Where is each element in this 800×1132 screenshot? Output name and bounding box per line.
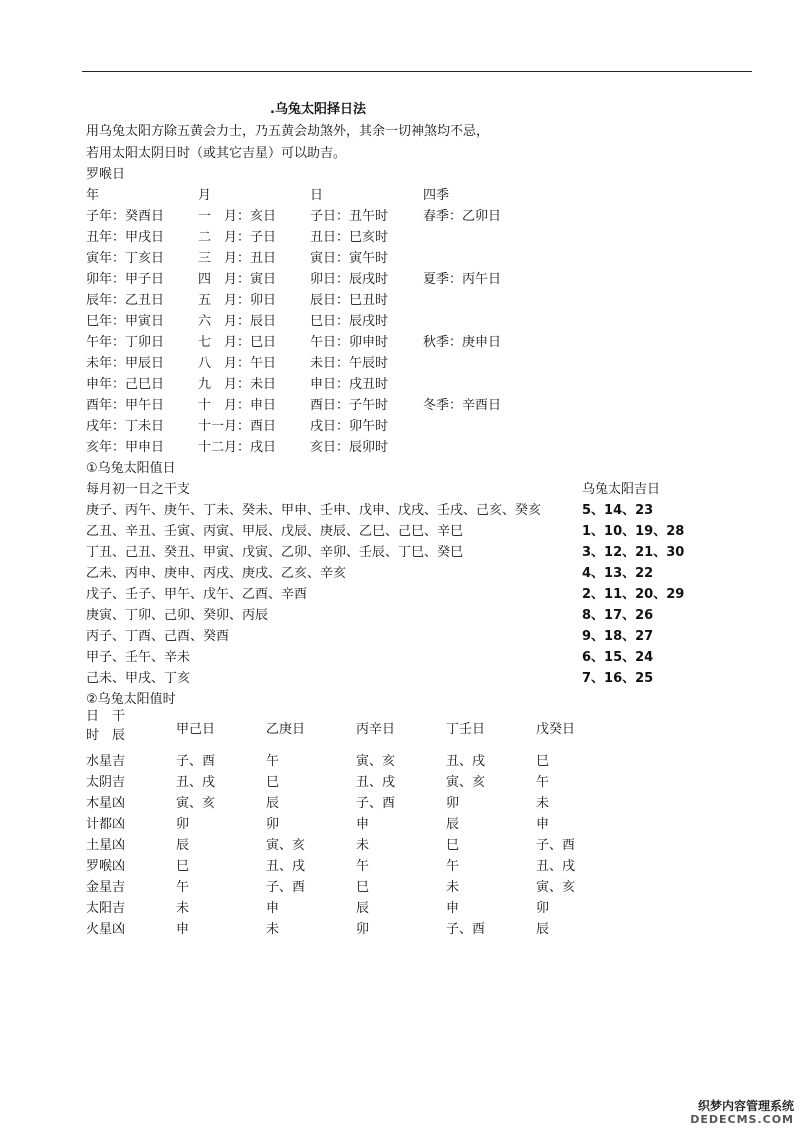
table-cell: 土星凶 <box>86 838 126 853</box>
table-cell: 甲子、壬午、辛未 <box>86 650 191 665</box>
table-cell: 午 <box>446 859 460 874</box>
table-cell: 9、18、27 <box>582 629 654 644</box>
table-cell: 戊子、壬子、甲午、戊午、乙酉、辛酉 <box>86 587 308 602</box>
table-cell: 7、16、25 <box>582 671 654 686</box>
table-cell: 子、酉 <box>266 880 306 895</box>
table-row <box>86 352 746 373</box>
table-cell: 丑、戌 <box>536 859 576 874</box>
table-cell: 庚子、丙午、庚午、丁未、癸未、甲申、壬申、戊申、戊戌、壬戌、己亥、癸亥 <box>86 503 542 518</box>
table-cell: 丑、戌 <box>446 754 486 769</box>
table-cell: 子、酉 <box>536 838 576 853</box>
zhiri-col-right: 乌兔太阳吉日 <box>582 482 661 497</box>
table-cell: 乙未、丙申、庚申、丙戌、庚戌、乙亥、辛亥 <box>86 566 347 581</box>
corner-bottom: 时 辰 <box>86 728 126 743</box>
table-cell: 卯 <box>176 817 190 832</box>
corner-top: 日 干 <box>86 709 126 724</box>
table-cell: 三 月：丑日 <box>198 251 277 266</box>
zhishi-heading: ②乌兔太阳值时 <box>86 692 176 707</box>
table-cell: 酉日：子午时 <box>310 398 389 413</box>
table-row <box>86 520 746 541</box>
table-cell: 未年：甲辰日 <box>86 356 165 371</box>
table-row <box>86 436 746 457</box>
table-cell: 辰年：乙丑日 <box>86 293 165 308</box>
table-cell: 申 <box>536 817 550 832</box>
table-cell: 巳日：辰戌时 <box>310 314 389 329</box>
zhiri-col-left: 每月初一日之干支 <box>86 482 191 497</box>
table-cell: 寅、亥 <box>446 775 486 790</box>
table-row <box>86 499 746 520</box>
table-cell: 亥年：甲申日 <box>86 440 165 455</box>
table-row <box>86 394 746 415</box>
intro-line-2: 若用太阳太阴日时（或其它吉星）可以助吉。 <box>86 146 347 161</box>
table-cell: 申 <box>446 901 460 916</box>
table-cell: 火星凶 <box>86 922 126 937</box>
table-cell: 庚寅、丁卯、己卯、癸卯、丙辰 <box>86 608 269 623</box>
watermark-line-2: DEDECMS.COM <box>690 1113 794 1126</box>
table-cell: 子日：丑午时 <box>310 209 389 224</box>
table-row <box>86 834 746 855</box>
zhishi-col-4: 丁壬日 <box>446 722 486 737</box>
table-cell: 辰 <box>176 838 190 853</box>
table-cell: 午年：丁卯日 <box>86 335 165 350</box>
table-cell: 太阴吉 <box>86 775 126 790</box>
table-cell: 秋季：庚申日 <box>423 335 502 350</box>
zhiri-heading: ①乌兔太阳值日 <box>86 461 176 476</box>
table-cell: 4、13、22 <box>582 566 654 581</box>
table-cell: 卯 <box>536 901 550 916</box>
zhiri-header-row <box>86 478 746 499</box>
table-cell: 午 <box>266 754 280 769</box>
table-cell: 未 <box>176 901 190 916</box>
table-cell: 子年：癸酉日 <box>86 209 165 224</box>
table-cell: 丑、戌 <box>176 775 216 790</box>
table-row <box>86 918 746 939</box>
table-cell: 八 月：午日 <box>198 356 277 371</box>
watermark-line-1: 织梦内容管理系统 <box>697 1099 794 1113</box>
table-cell: 五 月：卯日 <box>198 293 277 308</box>
table-cell: 申 <box>176 922 190 937</box>
table-cell: 申年：己巳日 <box>86 377 165 392</box>
table-cell: 乙丑、辛丑、壬寅、丙寅、甲辰、戊辰、庚辰、乙巳、己巳、辛巳 <box>86 524 464 539</box>
table-cell: 3、12、21、30 <box>582 545 685 560</box>
table-row <box>86 667 746 688</box>
zhishi-col-1: 甲己日 <box>176 722 216 737</box>
table-cell: 戌日：卯午时 <box>310 419 389 434</box>
table-row <box>86 562 746 583</box>
table-cell: 丁丑、己丑、癸丑、甲寅、戊寅、乙卯、辛卯、壬辰、丁巳、癸巳 <box>86 545 464 560</box>
table-row <box>86 604 746 625</box>
table-row <box>86 289 746 310</box>
table-cell: 二 月：子日 <box>198 230 277 245</box>
table-cell: 己未、甲戌、丁亥 <box>86 671 191 686</box>
table-cell: 七 月：巳日 <box>198 335 277 350</box>
table-cell: 丑年：甲戌日 <box>86 230 165 245</box>
table-cell: 辰 <box>446 817 460 832</box>
table-cell: 申 <box>266 901 280 916</box>
page-title: .乌兔太阳择日法 <box>270 102 366 117</box>
table-cell: 子、酉 <box>446 922 486 937</box>
table-row <box>86 205 746 226</box>
table-cell: 辰 <box>266 796 280 811</box>
col-header-day: 日 <box>310 188 324 203</box>
table-cell: 丑日：巳亥时 <box>310 230 389 245</box>
table-cell: 子、酉 <box>176 754 216 769</box>
table-cell: 六 月：辰日 <box>198 314 277 329</box>
table-row <box>86 226 746 247</box>
col-header-year: 年 <box>86 188 100 203</box>
table-cell: 午 <box>356 859 370 874</box>
table-row <box>86 792 746 813</box>
table-row <box>86 897 746 918</box>
zhishi-col-3: 丙辛日 <box>356 722 396 737</box>
table-row <box>86 813 746 834</box>
table-cell: 未 <box>446 880 460 895</box>
table-cell: 午日：卯申时 <box>310 335 389 350</box>
col-header-month: 月 <box>198 188 212 203</box>
table-cell: 春季：乙卯日 <box>423 209 502 224</box>
table-cell: 冬季：辛酉日 <box>423 398 502 413</box>
table-cell: 1、10、19、28 <box>582 524 685 539</box>
table-cell: 木星凶 <box>86 796 126 811</box>
table-cell: 未 <box>536 796 550 811</box>
table-cell: 十一月：酉日 <box>198 419 277 434</box>
table-cell: 辰日：巳丑时 <box>310 293 389 308</box>
table-row <box>86 646 746 667</box>
table-cell: 子、酉 <box>356 796 396 811</box>
table-cell: 十 月：申日 <box>198 398 277 413</box>
table-cell: 丙子、丁酉、己酉、癸酉 <box>86 629 230 644</box>
table-row <box>86 373 746 394</box>
table-cell: 巳 <box>176 859 190 874</box>
table-cell: 丑、戌 <box>266 859 306 874</box>
table-cell: 卯 <box>446 796 460 811</box>
table-cell: 辰 <box>536 922 550 937</box>
luohou-heading: 罗喉日 <box>86 167 126 182</box>
table-row <box>86 310 746 331</box>
table-cell: 酉年：甲午日 <box>86 398 165 413</box>
table-cell: 夏季：丙午日 <box>423 272 502 287</box>
table-row <box>86 855 746 876</box>
intro-line-1: 用乌兔太阳方除五黄会力士，乃五黄会劫煞外，其余一切神煞均不忌， <box>86 124 490 139</box>
table-cell: 8、17、26 <box>582 608 654 623</box>
table-row <box>86 541 746 562</box>
table-row <box>86 415 746 436</box>
table-cell: 申日：戌丑时 <box>310 377 389 392</box>
table-cell: 未 <box>356 838 370 853</box>
table-cell: 丑、戌 <box>356 775 396 790</box>
table-cell: 巳 <box>446 838 460 853</box>
table-cell: 戌年：丁未日 <box>86 419 165 434</box>
zhishi-col-2: 乙庚日 <box>266 722 306 737</box>
table-row <box>86 625 746 646</box>
zhishi-col-5: 戊癸日 <box>536 722 576 737</box>
table-cell: 6、15、24 <box>582 650 654 665</box>
table-cell: 巳年：甲寅日 <box>86 314 165 329</box>
table-cell: 十二月：戌日 <box>198 440 277 455</box>
table-cell: 计都凶 <box>86 817 126 832</box>
table-cell: 5、14、23 <box>582 503 654 518</box>
table-cell: 午 <box>176 880 190 895</box>
table-cell: 卯 <box>266 817 280 832</box>
table-row <box>86 247 746 268</box>
table-cell: 一 月：亥日 <box>198 209 277 224</box>
table-cell: 罗喉凶 <box>86 859 126 874</box>
zhishi-header-row <box>86 718 746 739</box>
watermark <box>690 1100 794 1126</box>
table-cell: 九 月：未日 <box>198 377 277 392</box>
luohou-header-row <box>86 184 746 205</box>
table-row <box>86 771 746 792</box>
table-cell: 午 <box>536 775 550 790</box>
table-cell: 水星吉 <box>86 754 126 769</box>
table-cell: 巳 <box>536 754 550 769</box>
table-cell: 卯年：甲子日 <box>86 272 165 287</box>
table-row <box>86 583 746 604</box>
table-cell: 申 <box>356 817 370 832</box>
table-cell: 太阳吉 <box>86 901 126 916</box>
table-cell: 卯日：辰戌时 <box>310 272 389 287</box>
top-rule <box>82 71 752 72</box>
table-cell: 寅、亥 <box>266 838 306 853</box>
table-row <box>86 750 746 771</box>
table-cell: 2、11、20、29 <box>582 587 685 602</box>
table-cell: 巳 <box>356 880 370 895</box>
table-cell: 巳 <box>266 775 280 790</box>
table-cell: 未 <box>266 922 280 937</box>
table-row <box>86 876 746 897</box>
table-row <box>86 268 746 289</box>
table-cell: 寅、亥 <box>536 880 576 895</box>
table-row <box>86 331 746 352</box>
table-cell: 寅年：丁亥日 <box>86 251 165 266</box>
table-cell: 四 月：寅日 <box>198 272 277 287</box>
table-cell: 辰 <box>356 901 370 916</box>
table-cell: 金星吉 <box>86 880 126 895</box>
table-cell: 寅、亥 <box>356 754 396 769</box>
table-cell: 未日：午辰时 <box>310 356 389 371</box>
table-cell: 寅、亥 <box>176 796 216 811</box>
table-cell: 寅日：寅午时 <box>310 251 389 266</box>
table-cell: 亥日：辰卯时 <box>310 440 389 455</box>
table-cell: 卯 <box>356 922 370 937</box>
col-header-season: 四季 <box>423 188 450 203</box>
